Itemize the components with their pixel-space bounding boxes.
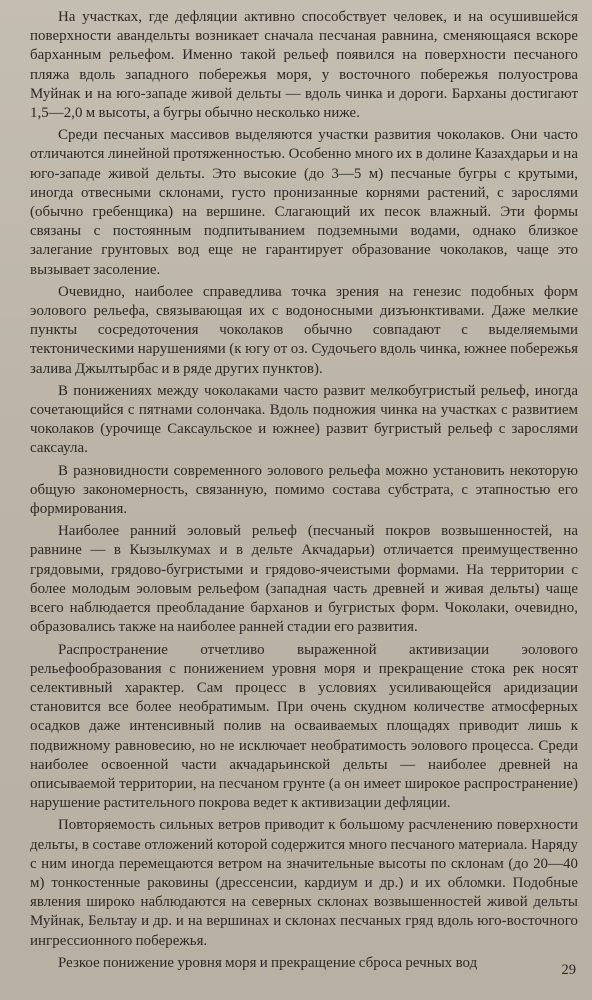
- paragraph-7: Распространение отчетливо выраженной активизации эолового рельефообразования с понижением уровня моря и прекращение стока рек носят селективный характер. Сам процесс в условиях усиливающейся аридизации становится все более необратимым. При очень скудном количестве атмосферных осадков даже интенсивный полив на осваиваемых площадях приводит лишь к подвижному равновесию, но не исключает необратимость эолового процесса. Среди наиболее освоенной части акчадарьинской дельты — наиболее древней на описываемой территории, на песчаном грунте (а он имеет широкое распространение) нарушение растительного покрова ведет к активизации дефляции.: [30, 641, 578, 812]
- paragraph-3: Очевидно, наиболее справедлива точка зрения на генезис подобных форм эолового рельефа, связывающая их с водоносными дизъюнктивами. Даже мелкие пункты сосредоточения чоколаков обычно совпадают с выделяемыми тектоническими нарушениями (к югу от оз. Судочьего вдоль чинка, южнее побережья залива Джылтырбас и в ряде других пунктов).: [30, 283, 578, 377]
- paragraph-8: Повторяемость сильных ветров приводит к большому расчленению поверхности дельты, в составе отложений которой содержится много песчаного материала. Наряду с ним иногда перемещаются ветром на значительные высоты по склонам (до 20—40 м) тонкостенные раковины (дрессенсии, кардиум и др.) и их обломки. Подобные явления широко наблюдаются на северных склонах возвышенностей живой дельты Муйнак, Бельтау и др. и на вершинах и склонах песчаных гряд вдоль юго-восточного ингрессионного побережья.: [30, 817, 578, 949]
- page-text-body: [30, 8, 578, 973]
- page-number: 29: [561, 962, 576, 978]
- paragraph-4: В понижениях между чоколаками часто развит мелкобугристый рельеф, иногда сочетающийся с пятнами солончака. Вдоль подножия чинка на участках с развитием чоколаков (урочище Саксаульское и южнее) развит бугристый рельеф с зарослями саксаула.: [30, 382, 578, 457]
- paragraph-2: Среди песчаных массивов выделяются участки развития чоколаков. Они часто отличаются линейной протяженностью. Особенно много их в долине Казахдарьи и на юго-западе живой дельты. Это высокие (до 3—5 м) песчаные бугры с крутыми, иногда отвесными склонами, густо пронизанные корнями растений, с зарослями (обычно гребенщика) на вершине. Слагающий их песок влажный. Эти формы связаны с постоянным подпитыванием подземными водами, однако близкое залегание грунтовых вод еще не гарантирует образование чоколаков, чаще это вызывает засоление.: [30, 127, 578, 278]
- paragraph-5: В разновидности современного эолового рельефа можно установить некоторую общую закономерность, связанную, помимо состава субстрата, с этапностью его формирования.: [30, 462, 578, 518]
- paragraph-6: Наиболее ранний эоловый рельеф (песчаный покров возвышенностей, на равнине — в Кызылкумах и в дельте Акчадарьи) отличается преимущественно грядовыми, грядово-бугристыми и грядово-ячеистыми формами. На территории с более молодым эоловым рельефом (западная часть древней и живая дельты) чаще всего наблюдается преобладание барханов и бугристых форм. Чоколаки, очевидно, образовались также на наиболее ранней стадии его развития.: [30, 523, 578, 636]
- paragraph-1: На участках, где дефляции активно способствует человек, и на осушившейся поверхности авандельты возникает сначала песчаная равнина, сменяющаяся вскоре барханным рельефом. Именно такой рельеф появился на поверхности песчаного пляжа вдоль западного побережья моря, у восточного побережья полуострова Муйнак и на юго-западе живой дельты — вдоль чинка и дороги. Барханы достигают 1,5—2,0 м высоты, а бугры обычно несколько ниже.: [30, 9, 578, 122]
- paragraph-9: Резкое понижение уровня моря и прекращение сброса речных вод: [58, 954, 478, 971]
